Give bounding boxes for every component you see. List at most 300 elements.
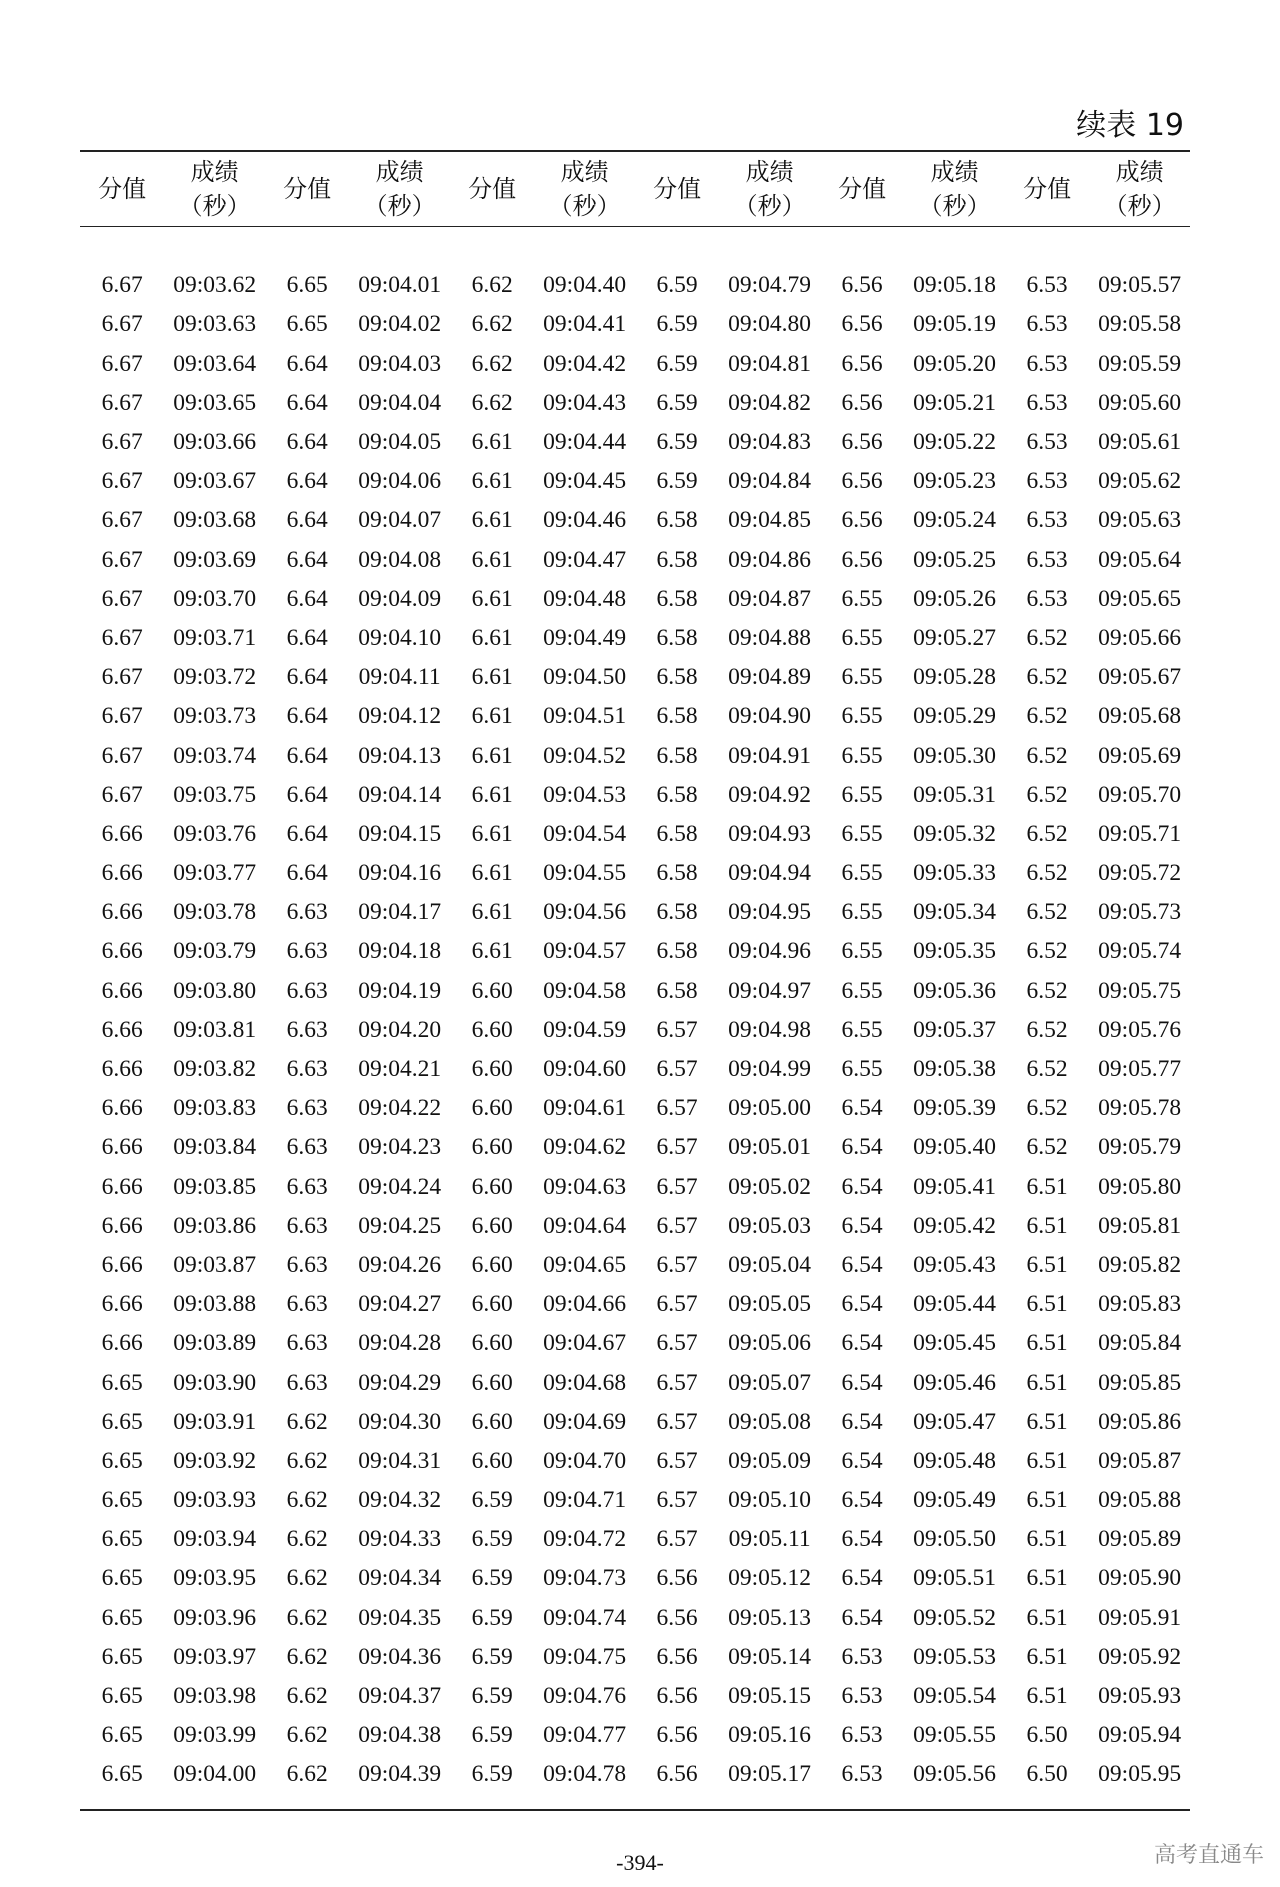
score-cell: 6.58 — [656, 546, 698, 573]
time-cell: 09:03.65 — [173, 389, 257, 416]
table-row — [80, 501, 1190, 540]
header-result-unit: （秒） — [918, 192, 991, 220]
score-cell: 6.54 — [841, 1408, 883, 1435]
table-row — [80, 580, 1190, 619]
time-cell: 09:05.41 — [913, 1173, 997, 1200]
score-cell: 6.67 — [101, 429, 143, 456]
score-cell: 6.51 — [1026, 1487, 1068, 1514]
time-cell: 09:04.32 — [358, 1487, 442, 1514]
header-result-unit: （秒） — [733, 192, 806, 220]
time-cell: 09:03.81 — [173, 1016, 257, 1043]
time-cell: 09:05.65 — [1098, 585, 1182, 612]
time-cell: 09:04.31 — [358, 1447, 442, 1474]
score-cell: 6.63 — [286, 1016, 328, 1043]
table-row — [80, 736, 1190, 775]
time-cell: 09:04.96 — [728, 938, 812, 965]
table-row — [80, 815, 1190, 854]
time-cell: 09:04.61 — [543, 1095, 627, 1122]
table-row — [80, 1677, 1190, 1716]
score-cell: 6.54 — [841, 1487, 883, 1514]
time-cell: 09:05.87 — [1098, 1447, 1182, 1474]
table-row — [80, 776, 1190, 815]
time-cell: 09:04.23 — [358, 1134, 442, 1161]
table-row — [80, 1011, 1190, 1050]
score-cell: 6.51 — [1026, 1369, 1068, 1396]
score-cell: 6.57 — [656, 1408, 698, 1435]
score-cell: 6.57 — [656, 1056, 698, 1083]
time-cell: 09:05.61 — [1098, 429, 1182, 456]
score-cell: 6.66 — [101, 1212, 143, 1239]
time-cell: 09:05.69 — [1098, 742, 1182, 769]
score-cell: 6.63 — [286, 899, 328, 926]
time-cell: 09:05.70 — [1098, 781, 1182, 808]
time-cell: 09:03.92 — [173, 1447, 257, 1474]
score-cell: 6.65 — [286, 311, 328, 338]
table-body — [80, 227, 1190, 1810]
time-cell: 09:04.98 — [728, 1016, 812, 1043]
time-cell: 09:03.91 — [173, 1408, 257, 1435]
score-cell: 6.56 — [656, 1683, 698, 1710]
time-cell: 09:03.71 — [173, 624, 257, 651]
score-cell: 6.55 — [841, 977, 883, 1004]
score-cell: 6.51 — [1026, 1643, 1068, 1670]
score-cell: 6.67 — [101, 350, 143, 377]
time-cell: 09:05.27 — [913, 624, 997, 651]
score-cell: 6.65 — [101, 1761, 143, 1788]
time-cell: 09:05.23 — [913, 468, 997, 495]
time-cell: 09:05.38 — [913, 1056, 997, 1083]
time-cell: 09:05.09 — [728, 1447, 812, 1474]
time-cell: 09:04.33 — [358, 1526, 442, 1553]
time-cell: 09:03.66 — [173, 429, 257, 456]
time-cell: 09:04.01 — [358, 272, 442, 299]
time-cell: 09:03.86 — [173, 1212, 257, 1239]
table-row — [80, 1207, 1190, 1246]
time-cell: 09:04.69 — [543, 1408, 627, 1435]
score-cell: 6.54 — [841, 1447, 883, 1474]
time-cell: 09:04.76 — [543, 1683, 627, 1710]
score-cell: 6.61 — [471, 664, 513, 691]
score-cell: 6.52 — [1026, 624, 1068, 651]
score-cell: 6.64 — [286, 781, 328, 808]
time-cell: 09:05.11 — [728, 1526, 811, 1553]
table-row — [80, 1442, 1190, 1481]
time-cell: 09:04.83 — [728, 429, 812, 456]
score-cell: 6.51 — [1026, 1565, 1068, 1592]
time-cell: 09:04.57 — [543, 938, 627, 965]
score-cell: 6.65 — [101, 1447, 143, 1474]
time-cell: 09:04.87 — [728, 585, 812, 612]
score-cell: 6.66 — [101, 860, 143, 887]
time-cell: 09:04.42 — [543, 350, 627, 377]
time-cell: 09:05.83 — [1098, 1291, 1182, 1318]
score-cell: 6.54 — [841, 1134, 883, 1161]
time-cell: 09:04.40 — [543, 272, 627, 299]
time-cell: 09:04.06 — [358, 468, 442, 495]
time-cell: 09:04.25 — [358, 1212, 442, 1239]
score-cell: 6.66 — [101, 1056, 143, 1083]
score-cell: 6.56 — [841, 272, 883, 299]
time-cell: 09:04.36 — [358, 1643, 442, 1670]
time-cell: 09:05.82 — [1098, 1251, 1182, 1278]
score-cell: 6.63 — [286, 1291, 328, 1318]
time-cell: 09:03.64 — [173, 350, 257, 377]
score-cell: 6.55 — [841, 624, 883, 651]
time-cell: 09:05.78 — [1098, 1095, 1182, 1122]
time-cell: 09:04.56 — [543, 899, 627, 926]
score-cell: 6.55 — [841, 938, 883, 965]
watermark: 高考直通车 — [1153, 1843, 1264, 1868]
score-cell: 6.50 — [1026, 1722, 1068, 1749]
time-cell: 09:04.12 — [358, 703, 442, 730]
score-cell: 6.56 — [656, 1722, 698, 1749]
score-cell: 6.59 — [656, 389, 698, 416]
time-cell: 09:04.71 — [543, 1487, 627, 1514]
header-result-unit: （秒） — [178, 192, 251, 220]
score-cell: 6.59 — [656, 350, 698, 377]
table-row — [80, 1403, 1190, 1442]
score-cell: 6.63 — [286, 938, 328, 965]
time-cell: 09:04.00 — [173, 1761, 257, 1788]
table-row — [80, 1716, 1190, 1755]
page-title: 续表 19 — [1076, 108, 1184, 143]
score-cell: 6.67 — [101, 664, 143, 691]
table-row — [80, 658, 1190, 697]
score-cell: 6.55 — [841, 1056, 883, 1083]
time-cell: 09:05.94 — [1098, 1722, 1182, 1749]
score-cell: 6.62 — [286, 1408, 328, 1435]
table-row — [80, 541, 1190, 580]
time-cell: 09:04.93 — [728, 820, 812, 847]
score-cell: 6.56 — [656, 1761, 698, 1788]
time-cell: 09:03.72 — [173, 664, 257, 691]
time-cell: 09:05.17 — [728, 1761, 812, 1788]
score-cell: 6.66 — [101, 1095, 143, 1122]
score-cell: 6.52 — [1026, 1134, 1068, 1161]
score-cell: 6.52 — [1026, 820, 1068, 847]
time-cell: 09:05.10 — [728, 1487, 812, 1514]
score-cell: 6.56 — [841, 507, 883, 534]
score-cell: 6.65 — [101, 1722, 143, 1749]
time-cell: 09:04.16 — [358, 860, 442, 887]
time-cell: 09:03.63 — [173, 311, 257, 338]
time-cell: 09:05.29 — [913, 703, 997, 730]
time-cell: 09:04.52 — [543, 742, 627, 769]
time-cell: 09:04.88 — [728, 624, 812, 651]
time-cell: 09:03.70 — [173, 585, 257, 612]
time-cell: 09:03.99 — [173, 1722, 257, 1749]
score-cell: 6.67 — [101, 507, 143, 534]
score-cell: 6.59 — [656, 429, 698, 456]
score-cell: 6.54 — [841, 1526, 883, 1553]
score-cell: 6.58 — [656, 781, 698, 808]
time-cell: 09:05.90 — [1098, 1565, 1182, 1592]
score-cell: 6.58 — [656, 860, 698, 887]
page-number: -394- — [616, 1850, 664, 1875]
time-cell: 09:04.13 — [358, 742, 442, 769]
time-cell: 09:05.51 — [913, 1565, 997, 1592]
table-row — [80, 1481, 1190, 1520]
score-cell: 6.61 — [471, 938, 513, 965]
score-cell: 6.60 — [471, 1016, 513, 1043]
time-cell: 09:05.31 — [913, 781, 997, 808]
score-cell: 6.52 — [1026, 781, 1068, 808]
time-cell: 09:04.81 — [728, 350, 812, 377]
table-row — [80, 1559, 1190, 1598]
header-result-unit: （秒） — [363, 192, 436, 220]
score-cell: 6.53 — [1026, 350, 1068, 377]
score-cell: 6.56 — [841, 389, 883, 416]
time-cell: 09:05.13 — [728, 1604, 812, 1631]
time-cell: 09:04.80 — [728, 311, 812, 338]
header-result-label: 成绩 — [745, 158, 794, 186]
header-result-unit: （秒） — [548, 192, 621, 220]
score-cell: 6.55 — [841, 585, 883, 612]
time-cell: 09:04.97 — [728, 977, 812, 1004]
header-score: 分值 — [80, 151, 164, 227]
score-cell: 6.59 — [471, 1761, 513, 1788]
table-row — [80, 266, 1190, 305]
time-cell: 09:04.95 — [728, 899, 812, 926]
score-cell: 6.53 — [1026, 468, 1068, 495]
score-cell: 6.53 — [1026, 507, 1068, 534]
score-cell: 6.64 — [286, 703, 328, 730]
score-cell: 6.62 — [471, 272, 513, 299]
time-cell: 09:04.72 — [543, 1526, 627, 1553]
time-cell: 09:05.03 — [728, 1212, 812, 1239]
score-cell: 6.60 — [471, 1447, 513, 1474]
score-cell: 6.62 — [286, 1487, 328, 1514]
table-row — [80, 384, 1190, 423]
score-cell: 6.61 — [471, 820, 513, 847]
time-cell: 09:04.90 — [728, 703, 812, 730]
score-cell: 6.58 — [656, 664, 698, 691]
score-cell: 6.60 — [471, 977, 513, 1004]
score-cell: 6.53 — [841, 1643, 883, 1670]
time-cell: 09:05.33 — [913, 860, 997, 887]
score-cell: 6.61 — [471, 860, 513, 887]
score-cell: 6.61 — [471, 781, 513, 808]
time-cell: 09:04.45 — [543, 468, 627, 495]
score-cell: 6.64 — [286, 468, 328, 495]
score-cell: 6.52 — [1026, 938, 1068, 965]
time-cell: 09:04.66 — [543, 1291, 627, 1318]
score-cell: 6.63 — [286, 1056, 328, 1083]
score-cell: 6.56 — [841, 311, 883, 338]
table-row — [80, 893, 1190, 932]
score-cell: 6.66 — [101, 1251, 143, 1278]
score-cell: 6.52 — [1026, 664, 1068, 691]
score-cell: 6.57 — [656, 1251, 698, 1278]
score-cell: 6.57 — [656, 1369, 698, 1396]
score-cell: 6.63 — [286, 1369, 328, 1396]
score-cell: 6.65 — [101, 1526, 143, 1553]
time-cell: 09:05.72 — [1098, 860, 1182, 887]
time-cell: 09:05.43 — [913, 1251, 997, 1278]
score-cell: 6.62 — [286, 1604, 328, 1631]
score-cell: 6.52 — [1026, 977, 1068, 1004]
time-cell: 09:04.24 — [358, 1173, 442, 1200]
time-cell: 09:05.89 — [1098, 1526, 1182, 1553]
time-cell: 09:04.02 — [358, 311, 442, 338]
time-cell: 09:03.77 — [173, 860, 257, 887]
time-cell: 09:05.63 — [1098, 507, 1182, 534]
score-cell: 6.62 — [286, 1683, 328, 1710]
score-cell: 6.59 — [471, 1526, 513, 1553]
time-cell: 09:04.91 — [728, 742, 812, 769]
time-cell: 09:04.94 — [728, 860, 812, 887]
spacer-row — [80, 1795, 1190, 1810]
score-cell: 6.64 — [286, 820, 328, 847]
time-cell: 09:03.62 — [173, 272, 257, 299]
score-cell: 6.59 — [471, 1565, 513, 1592]
score-cell: 6.56 — [656, 1643, 698, 1670]
score-cell: 6.61 — [471, 507, 513, 534]
header-result-label: 成绩 — [560, 158, 609, 186]
header-score: 分值 — [635, 151, 719, 227]
score-cell: 6.61 — [471, 468, 513, 495]
score-cell: 6.64 — [286, 389, 328, 416]
time-cell: 09:04.99 — [728, 1056, 812, 1083]
score-cell: 6.62 — [471, 389, 513, 416]
score-cell: 6.53 — [1026, 272, 1068, 299]
score-cell: 6.62 — [286, 1526, 328, 1553]
time-cell: 09:04.73 — [543, 1565, 627, 1592]
score-cell: 6.62 — [286, 1565, 328, 1592]
time-cell: 09:05.53 — [913, 1643, 997, 1670]
score-cell: 6.66 — [101, 1016, 143, 1043]
table-row — [80, 1285, 1190, 1324]
time-cell: 09:04.09 — [358, 585, 442, 612]
score-cell: 6.67 — [101, 703, 143, 730]
score-cell: 6.59 — [471, 1683, 513, 1710]
time-cell: 09:05.77 — [1098, 1056, 1182, 1083]
time-cell: 09:05.40 — [913, 1134, 997, 1161]
time-cell: 09:04.38 — [358, 1722, 442, 1749]
score-cell: 6.59 — [471, 1643, 513, 1670]
time-cell: 09:05.75 — [1098, 977, 1182, 1004]
score-cell: 6.59 — [656, 468, 698, 495]
score-cell: 6.61 — [471, 899, 513, 926]
time-cell: 09:04.08 — [358, 546, 442, 573]
time-cell: 09:03.76 — [173, 820, 257, 847]
time-cell: 09:05.73 — [1098, 899, 1182, 926]
score-cell: 6.60 — [471, 1212, 513, 1239]
score-cell: 6.54 — [841, 1369, 883, 1396]
score-cell: 6.60 — [471, 1330, 513, 1357]
score-cell: 6.54 — [841, 1212, 883, 1239]
score-cell: 6.54 — [841, 1291, 883, 1318]
time-cell: 09:03.73 — [173, 703, 257, 730]
score-cell: 6.59 — [656, 272, 698, 299]
score-cell: 6.54 — [841, 1565, 883, 1592]
score-cell: 6.64 — [286, 507, 328, 534]
score-cell: 6.55 — [841, 703, 883, 730]
score-cell: 6.51 — [1026, 1251, 1068, 1278]
time-cell: 09:05.79 — [1098, 1134, 1182, 1161]
score-cell: 6.65 — [101, 1408, 143, 1435]
score-cell: 6.59 — [471, 1487, 513, 1514]
table-row — [80, 972, 1190, 1011]
score-cell: 6.67 — [101, 468, 143, 495]
score-cell: 6.66 — [101, 1291, 143, 1318]
time-cell: 09:04.48 — [543, 585, 627, 612]
time-cell: 09:05.28 — [913, 664, 997, 691]
table-row — [80, 462, 1190, 501]
time-cell: 09:05.54 — [913, 1683, 997, 1710]
table-row — [80, 1520, 1190, 1559]
time-cell: 09:03.74 — [173, 742, 257, 769]
time-cell: 09:04.39 — [358, 1761, 442, 1788]
time-cell: 09:03.69 — [173, 546, 257, 573]
header-result-label: 成绩 — [190, 158, 239, 186]
score-cell: 6.56 — [656, 1604, 698, 1631]
time-cell: 09:04.77 — [543, 1722, 627, 1749]
table-row — [80, 1168, 1190, 1207]
time-cell: 09:05.18 — [913, 272, 997, 299]
score-cell: 6.57 — [656, 1095, 698, 1122]
score-cell: 6.63 — [286, 1330, 328, 1357]
score-cell: 6.53 — [1026, 546, 1068, 573]
time-cell: 09:04.41 — [543, 311, 627, 338]
score-cell: 6.57 — [656, 1173, 698, 1200]
score-cell: 6.55 — [841, 899, 883, 926]
time-cell: 09:05.86 — [1098, 1408, 1182, 1435]
time-cell: 09:04.59 — [543, 1016, 627, 1043]
time-cell: 09:05.30 — [913, 742, 997, 769]
time-cell: 09:04.53 — [543, 781, 627, 808]
score-cell: 6.61 — [471, 742, 513, 769]
time-cell: 09:05.64 — [1098, 546, 1182, 573]
score-cell: 6.58 — [656, 742, 698, 769]
time-cell: 09:04.49 — [543, 624, 627, 651]
score-cell: 6.53 — [1026, 311, 1068, 338]
score-cell: 6.59 — [471, 1722, 513, 1749]
score-cell: 6.58 — [656, 977, 698, 1004]
table-row — [80, 423, 1190, 462]
score-cell: 6.54 — [841, 1604, 883, 1631]
score-cell: 6.64 — [286, 742, 328, 769]
time-cell: 09:03.87 — [173, 1251, 257, 1278]
header-score: 分值 — [265, 151, 349, 227]
score-cell: 6.60 — [471, 1408, 513, 1435]
score-cell: 6.59 — [656, 311, 698, 338]
time-cell: 09:05.92 — [1098, 1643, 1182, 1670]
time-cell: 09:05.50 — [913, 1526, 997, 1553]
score-cell: 6.52 — [1026, 742, 1068, 769]
score-cell: 6.66 — [101, 1330, 143, 1357]
time-cell: 09:04.17 — [358, 899, 442, 926]
time-cell: 09:03.79 — [173, 938, 257, 965]
table-row — [80, 1755, 1190, 1794]
score-cell: 6.67 — [101, 781, 143, 808]
score-cell: 6.65 — [286, 272, 328, 299]
time-cell: 09:05.22 — [913, 429, 997, 456]
time-cell: 09:04.58 — [543, 977, 627, 1004]
table-row — [80, 1599, 1190, 1638]
time-cell: 09:04.60 — [543, 1056, 627, 1083]
spacer-cell — [80, 227, 1190, 267]
time-cell: 09:04.30 — [358, 1408, 442, 1435]
time-cell: 09:04.15 — [358, 820, 442, 847]
score-cell: 6.62 — [471, 350, 513, 377]
score-cell: 6.65 — [101, 1683, 143, 1710]
score-cell: 6.64 — [286, 546, 328, 573]
score-cell: 6.51 — [1026, 1291, 1068, 1318]
time-cell: 09:05.68 — [1098, 703, 1182, 730]
score-cell: 6.58 — [656, 820, 698, 847]
time-cell: 09:03.78 — [173, 899, 257, 926]
